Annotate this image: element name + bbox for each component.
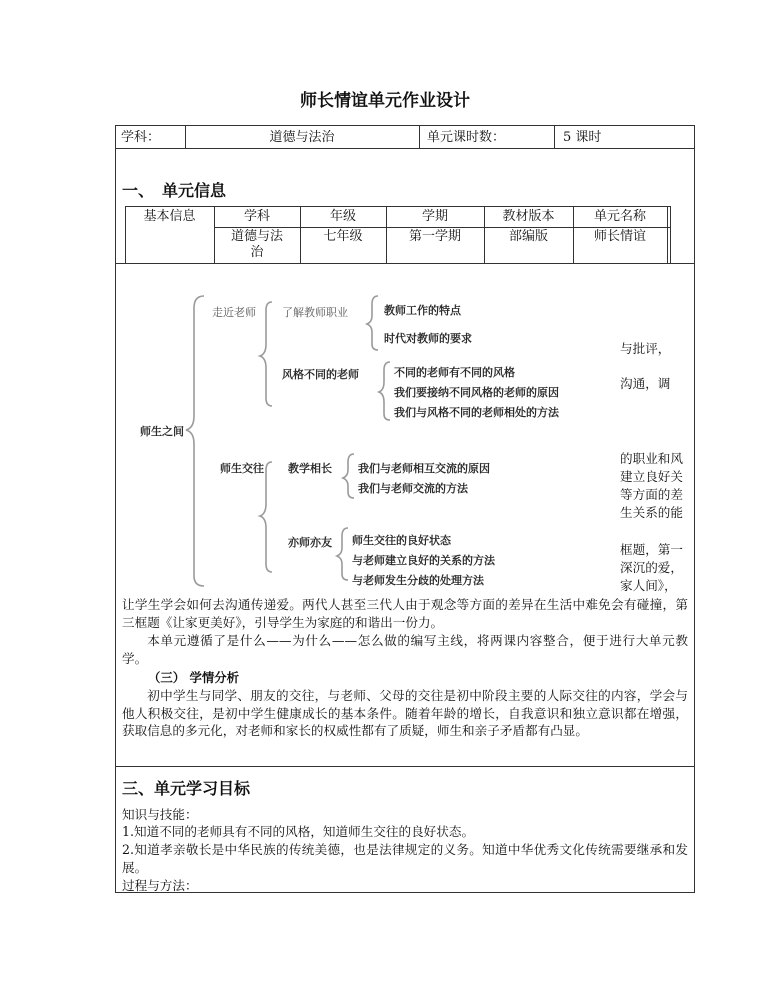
col-header-edition: 教材版本 xyxy=(502,209,555,224)
basic-info-label: 基本信息 xyxy=(143,209,196,224)
mindmap-root: 师生之间 xyxy=(140,425,184,438)
paragraph-family: 让学生学会如何去沟通传递爱。两代人甚至三代人由于观念等方面的差异在生活中难免会有碰撞，第三框题《让家更美好》，引导学生为家庭的和谐出一份力。 xyxy=(122,597,688,630)
subject-label: 学科： xyxy=(121,130,161,145)
col-header-subject: 学科 xyxy=(243,209,270,224)
process-label: 过程与方法： xyxy=(122,878,198,893)
text-fragment: 沟通，调 xyxy=(620,376,671,391)
text-fragment: 框题，第一 xyxy=(620,542,683,557)
mindmap-branch: 走近老师 xyxy=(212,306,256,319)
info-table-mid xyxy=(214,227,670,228)
col-divider xyxy=(554,125,555,148)
mindmap-leaf: 我们与风格不同的老师相处的方法 xyxy=(394,406,559,419)
mindmap-leaf: 时代对教师的要求 xyxy=(384,332,472,345)
col-header-grade: 年级 xyxy=(329,209,356,224)
paragraph-learner-analysis: 初中学生与同学、朋友的交往，与老师、父母的交往是初中阶段主要的人际交往的内容，学会与他人积极交往，是初中学生健康成长的基本条件。随着年龄的增长，自我意识和独立意识都在增强，获取信息的多元化，对老师和家长的权威性都有了质疑，师生和亲子矛盾都有凸显。 xyxy=(122,688,688,738)
mindmap-branch: 师生交往 xyxy=(220,462,264,475)
paragraph-structure: 本单元遵循了是什么——为什么——怎么做的编写主线，将两课内容整合，便于进行大单元教学。 xyxy=(122,633,688,666)
mindmap-node: 了解教师职业 xyxy=(282,306,348,319)
text-fragment: 深沉的爱， xyxy=(620,560,683,575)
subheading-learner-analysis: （三） 学情分析 xyxy=(148,670,240,685)
mindmap-leaf: 师生交往的良好状态 xyxy=(352,534,451,547)
hours-label: 单元课时数： xyxy=(427,130,506,145)
row-divider xyxy=(115,148,695,149)
mindmap-leaf: 我们与老师交流的方法 xyxy=(358,482,468,495)
hours-value: 5 课时 xyxy=(563,130,602,145)
mindmap-node: 风格不同的老师 xyxy=(282,368,359,381)
info-table-bottom xyxy=(115,263,695,264)
section-heading-unit-info: 一、 单元信息 xyxy=(122,181,227,200)
page-title: 师长情谊单元作业设计 xyxy=(300,91,470,111)
text-fragment: 与批评， xyxy=(620,341,671,356)
text-fragment: 建立良好关 xyxy=(620,469,683,484)
value-edition: 部编版 xyxy=(508,229,548,244)
mindmap-leaf: 我们要接纳不同风格的老师的原因 xyxy=(394,386,559,399)
col-header-unit-name: 单元名称 xyxy=(593,209,646,224)
mindmap-leaf: 我们与老师相互交流的原因 xyxy=(358,462,490,475)
text-fragment: 生关系的能 xyxy=(620,505,683,520)
value-term: 第一学期 xyxy=(408,229,461,244)
value-unit-name: 师长情谊 xyxy=(593,229,646,244)
mindmap-leaf: 与老师建立良好的关系的方法 xyxy=(352,554,495,567)
info-table-top xyxy=(125,206,670,207)
section-heading-goals: 三、单元学习目标 xyxy=(122,779,251,798)
col-divider xyxy=(419,125,420,148)
text-fragment: 等方面的差 xyxy=(620,487,683,502)
text-fragment: 家人间》， xyxy=(620,578,677,593)
value-subject: 道德与法治 xyxy=(230,229,283,260)
text-fragment: 的职业和风 xyxy=(620,451,683,466)
mindmap-node: 教学相长 xyxy=(288,462,332,475)
info-col xyxy=(670,206,671,263)
mindmap-leaf: 教师工作的特点 xyxy=(384,304,461,317)
info-col xyxy=(667,206,668,263)
col-header-term: 学期 xyxy=(421,209,448,224)
value-grade: 七年级 xyxy=(323,229,363,244)
subject-value: 道德与法治 xyxy=(269,130,335,145)
mindmap-leaf: 不同的老师有不同的风格 xyxy=(394,366,515,379)
knowledge-label: 知识与技能： xyxy=(122,807,198,822)
goal-item: 2.知道孝亲敬长是中华民族的传统美德，也是法律规定的义务。知道中华优秀文化传统需要继承和发展。 xyxy=(122,842,688,875)
mindmap-node: 亦师亦友 xyxy=(288,536,332,549)
mindmap-diagram xyxy=(122,286,620,592)
goal-item: 1.知道不同的老师具有不同的风格，知道师生交往的良好状态。 xyxy=(122,824,475,839)
section-divider xyxy=(115,766,695,767)
mindmap-leaf: 与老师发生分歧的处理方法 xyxy=(352,574,484,587)
